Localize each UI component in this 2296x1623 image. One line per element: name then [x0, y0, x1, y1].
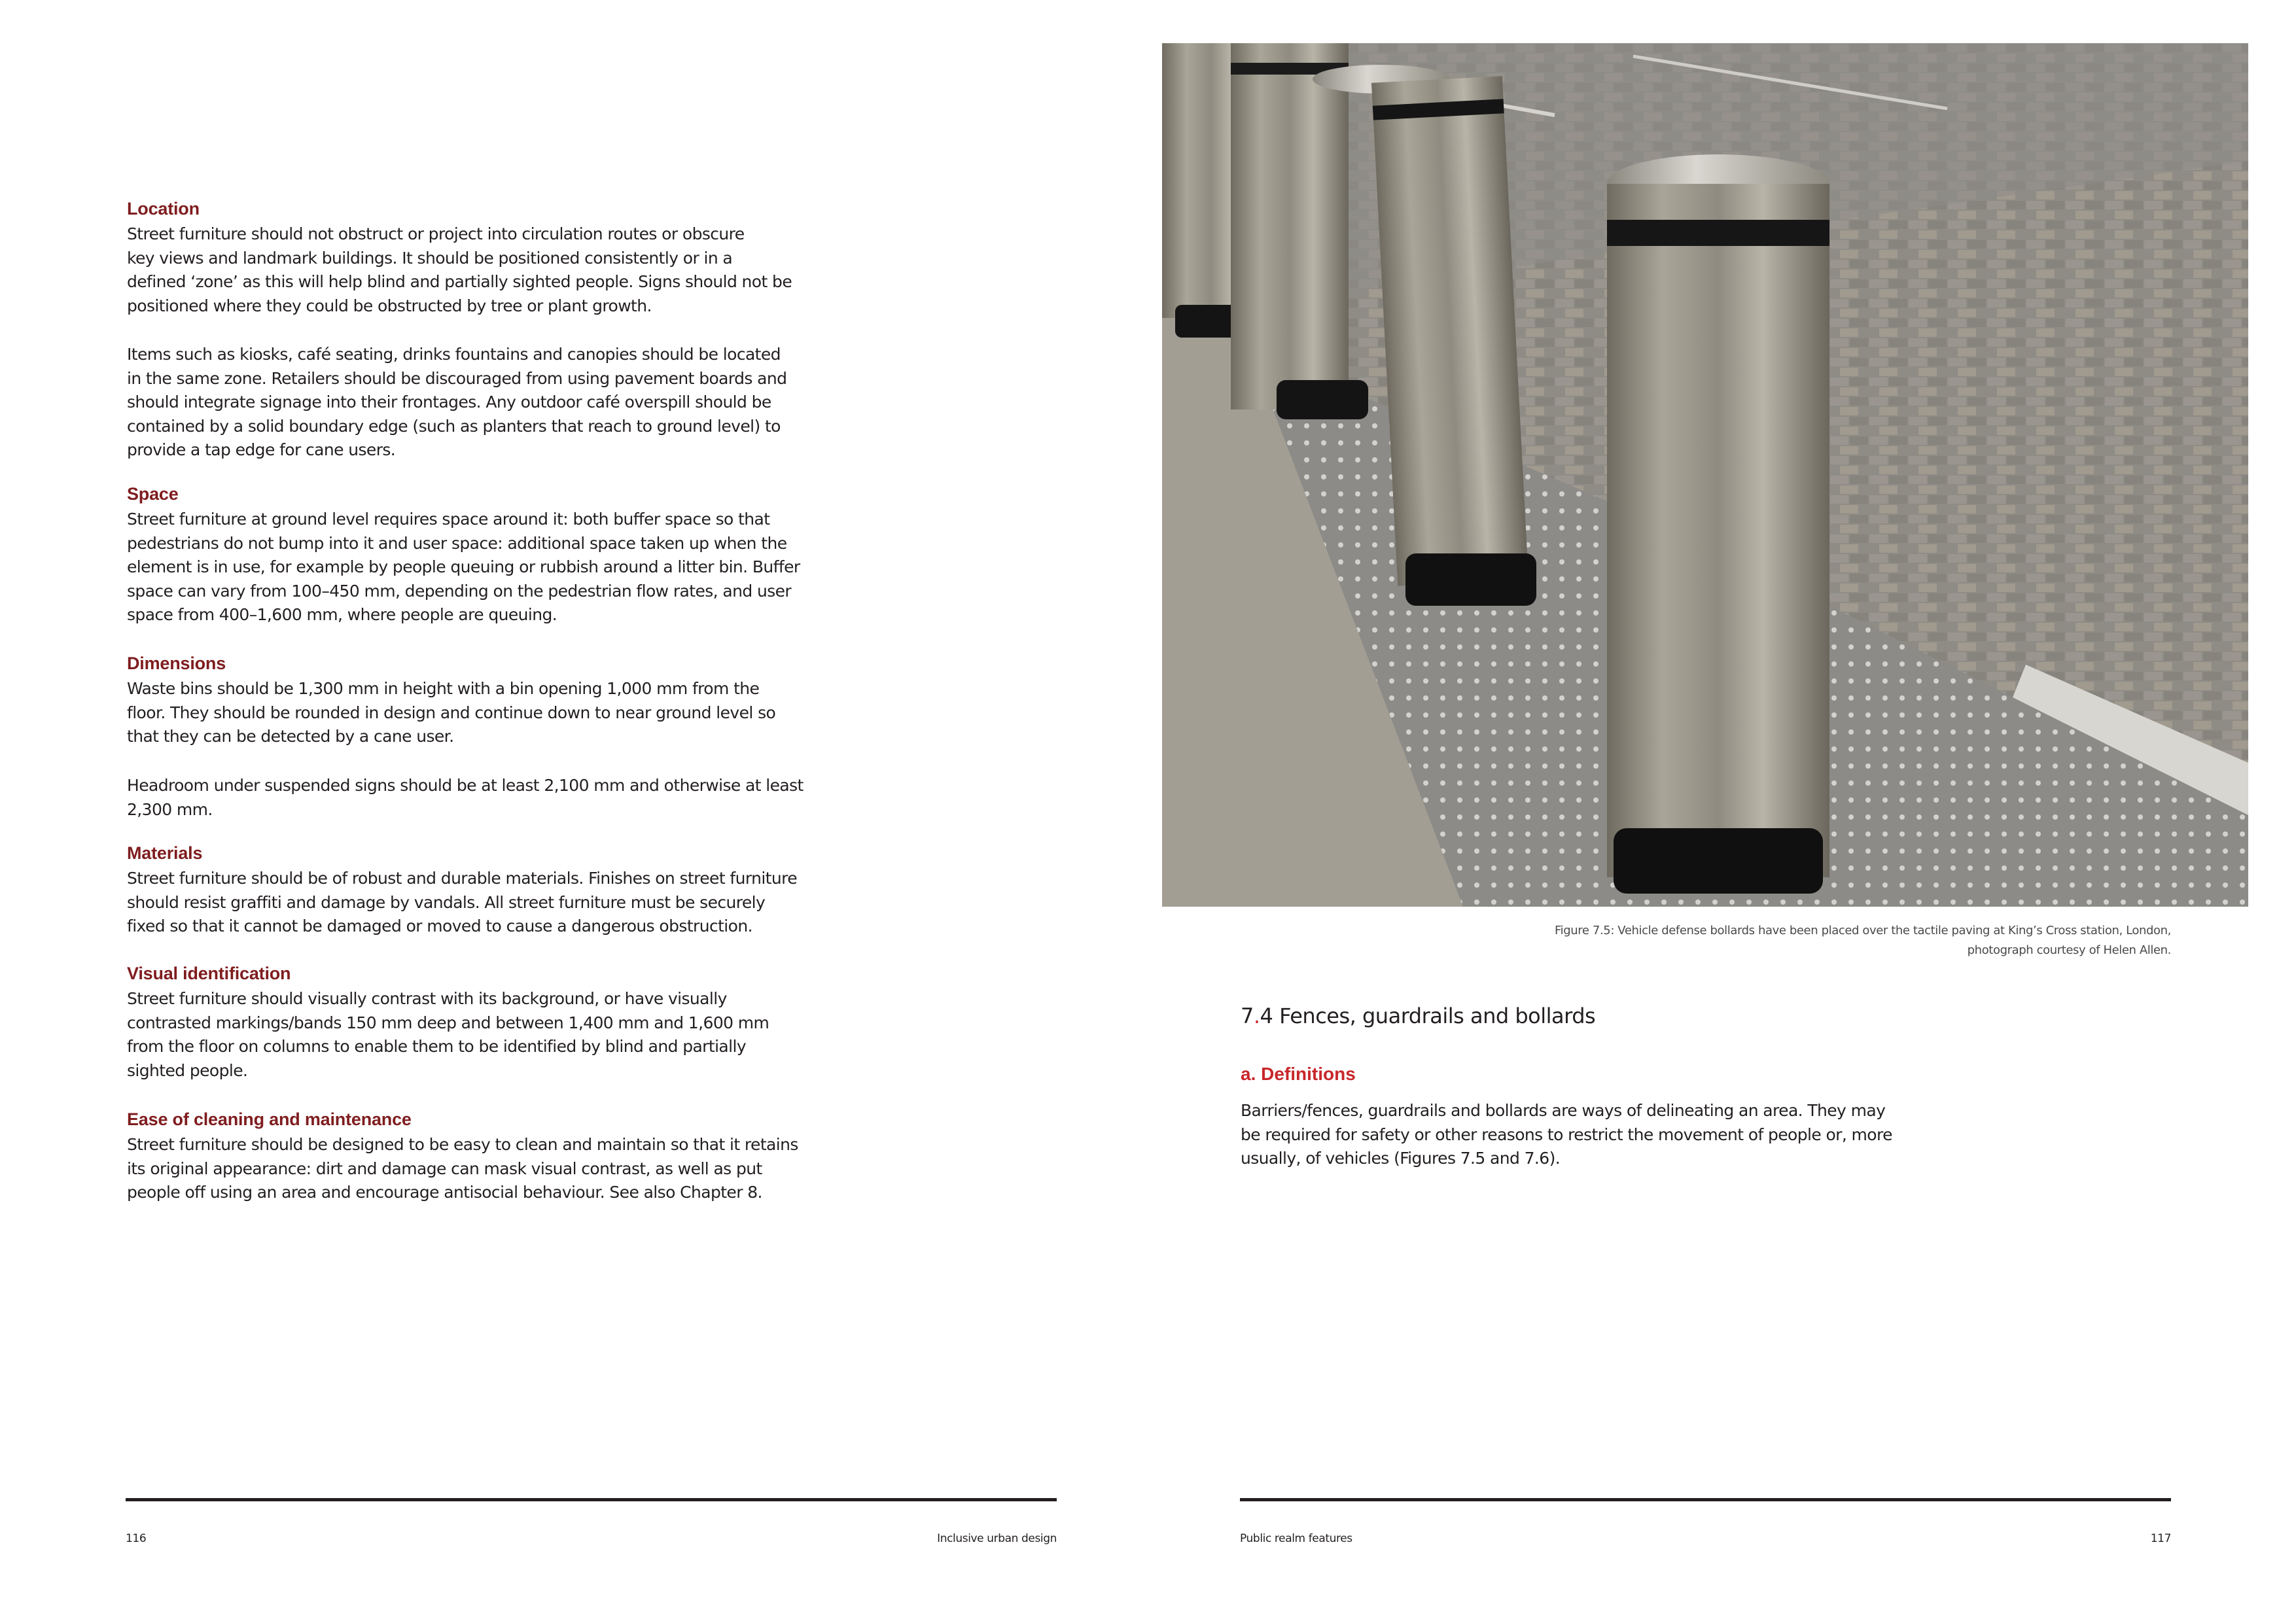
section-ease-of-cleaning: [127, 1108, 912, 1205]
caption-line: photograph courtesy of Helen Allen.: [1967, 943, 2171, 957]
text-line: element is in use, for example by people queuing or rubbish around a litter bin. Buffer: [127, 557, 800, 576]
text-line: Barriers/fences, guardrails and bollards are ways of delineating an area. They may: [1241, 1101, 1886, 1120]
section-heading: Materials: [127, 843, 203, 863]
figure-photo-bollards: [1162, 43, 2248, 907]
text-line: from the floor on columns to enable them to be identified by blind and partially: [127, 1037, 747, 1056]
caption-line: Figure 7.5: Vehicle defense bollards have been placed over the tactile paving at King’s Cross station, London,: [1555, 924, 2171, 937]
text-line: provide a tap edge for cane users.: [127, 440, 396, 459]
paragraph: [127, 867, 912, 939]
text-line: Headroom under suspended signs should be at least 2,100 mm and otherwise at least: [127, 776, 804, 795]
right-page: [1148, 0, 2296, 1623]
section-heading: Dimensions: [127, 654, 226, 673]
section-visual-identification: [127, 962, 912, 1083]
text-line: Street furniture should not obstruct or project into circulation routes or obscure: [127, 224, 745, 243]
section-title: [1241, 1003, 1595, 1028]
text-line: space can vary from 100–450 mm, depending on the pedestrian flow rates, and user: [127, 581, 792, 601]
paragraph: [127, 508, 912, 627]
paragraph: [127, 343, 912, 462]
text-line: Items such as kiosks, café seating, drinks fountains and canopies should be located: [127, 345, 781, 364]
paragraph: [127, 987, 912, 1083]
bollards-photo-illustration: [1162, 43, 2248, 907]
subheading-definitions: a. Definitions: [1241, 1064, 1356, 1084]
section-location: [127, 198, 912, 318]
text-line: sighted people.: [127, 1060, 248, 1080]
section-heading: Visual identification: [127, 964, 291, 983]
text-line: Street furniture should visually contrast with its background, or have visually: [127, 989, 727, 1008]
page-number: 116: [126, 1532, 147, 1545]
paragraph: [127, 1133, 912, 1205]
paragraph-block: [127, 774, 912, 822]
paragraph: [127, 774, 912, 822]
text-line: Street furniture should be of robust and durable materials. Finishes on street furniture: [127, 869, 798, 888]
text-line: defined ‘zone’ as this will help blind and partially sighted people. Signs should not be: [127, 272, 792, 291]
text-line: should integrate signage into their frontages. Any outdoor café overspill should be: [127, 393, 771, 411]
text-line: Waste bins should be 1,300 mm in height with a bin opening 1,000 mm from the: [127, 679, 760, 698]
text-line: Street furniture at ground level requires space around it: both buffer space so that: [127, 510, 770, 529]
text-line: space from 400–1,600 mm, where people are queuing.: [127, 605, 557, 624]
section-heading: Space: [127, 484, 179, 504]
page-number: 117: [2150, 1532, 2171, 1545]
section-space: [127, 483, 912, 627]
text-line: floor. They should be rounded in design and continue down to near ground level so: [127, 703, 776, 722]
text-line: in the same zone. Retailers should be discouraged from using pavement boards and: [127, 368, 787, 388]
definitions-paragraph: [1241, 1099, 1892, 1171]
section-title-text: Fences, guardrails and bollards: [1273, 1003, 1596, 1028]
section-number-minor: 4: [1260, 1003, 1273, 1028]
paragraph-block: [127, 343, 912, 462]
figure-caption: [1555, 921, 2171, 960]
running-title: Public realm features: [1240, 1532, 1352, 1545]
section-heading: Ease of cleaning and maintenance: [127, 1109, 412, 1129]
footer-rule: [126, 1498, 1057, 1501]
section-number-dot: .: [1253, 1003, 1260, 1028]
text-line: fixed so that it cannot be damaged or moved to cause a dangerous obstruction.: [127, 916, 752, 935]
paragraph: [127, 222, 912, 318]
running-title: Inclusive urban design: [937, 1532, 1057, 1545]
section-number-major: 7: [1241, 1003, 1254, 1028]
text-line: usually, of vehicles (Figures 7.5 and 7.6).: [1241, 1149, 1561, 1168]
text-line: contained by a solid boundary edge (such as planters that reach to ground level) to: [127, 416, 781, 436]
text-line: key views and landmark buildings. It should be positioned consistently or in a: [127, 248, 733, 268]
text-line: that they can be detected by a cane user.: [127, 727, 454, 746]
text-line: should resist graffiti and damage by vandals. All street furniture must be securely: [127, 892, 766, 912]
text-line: be required for safety or other reasons to restrict the movement of people or, more: [1241, 1125, 1892, 1144]
text-line: people off using an area and encourage antisocial behaviour. See also Chapter 8.: [127, 1183, 762, 1202]
text-line: its original appearance: dirt and damage can mask visual contrast, as well as put: [127, 1159, 762, 1178]
section-heading: Location: [127, 199, 200, 218]
footer-rule: [1240, 1498, 2171, 1501]
text-line: Street furniture should be designed to be easy to clean and maintain so that it retains: [127, 1135, 798, 1154]
section-dimensions: [127, 652, 912, 749]
section-materials: [127, 842, 912, 939]
text-line: 2,300 mm.: [127, 799, 213, 819]
text-line: pedestrians do not bump into it and user space: additional space taken up when the: [127, 533, 787, 553]
text-line: contrasted markings/bands 150 mm deep and between 1,400 mm and 1,600 mm: [127, 1013, 769, 1032]
paragraph: [127, 677, 912, 749]
text-line: positioned where they could be obstructed by tree or plant growth.: [127, 296, 652, 315]
